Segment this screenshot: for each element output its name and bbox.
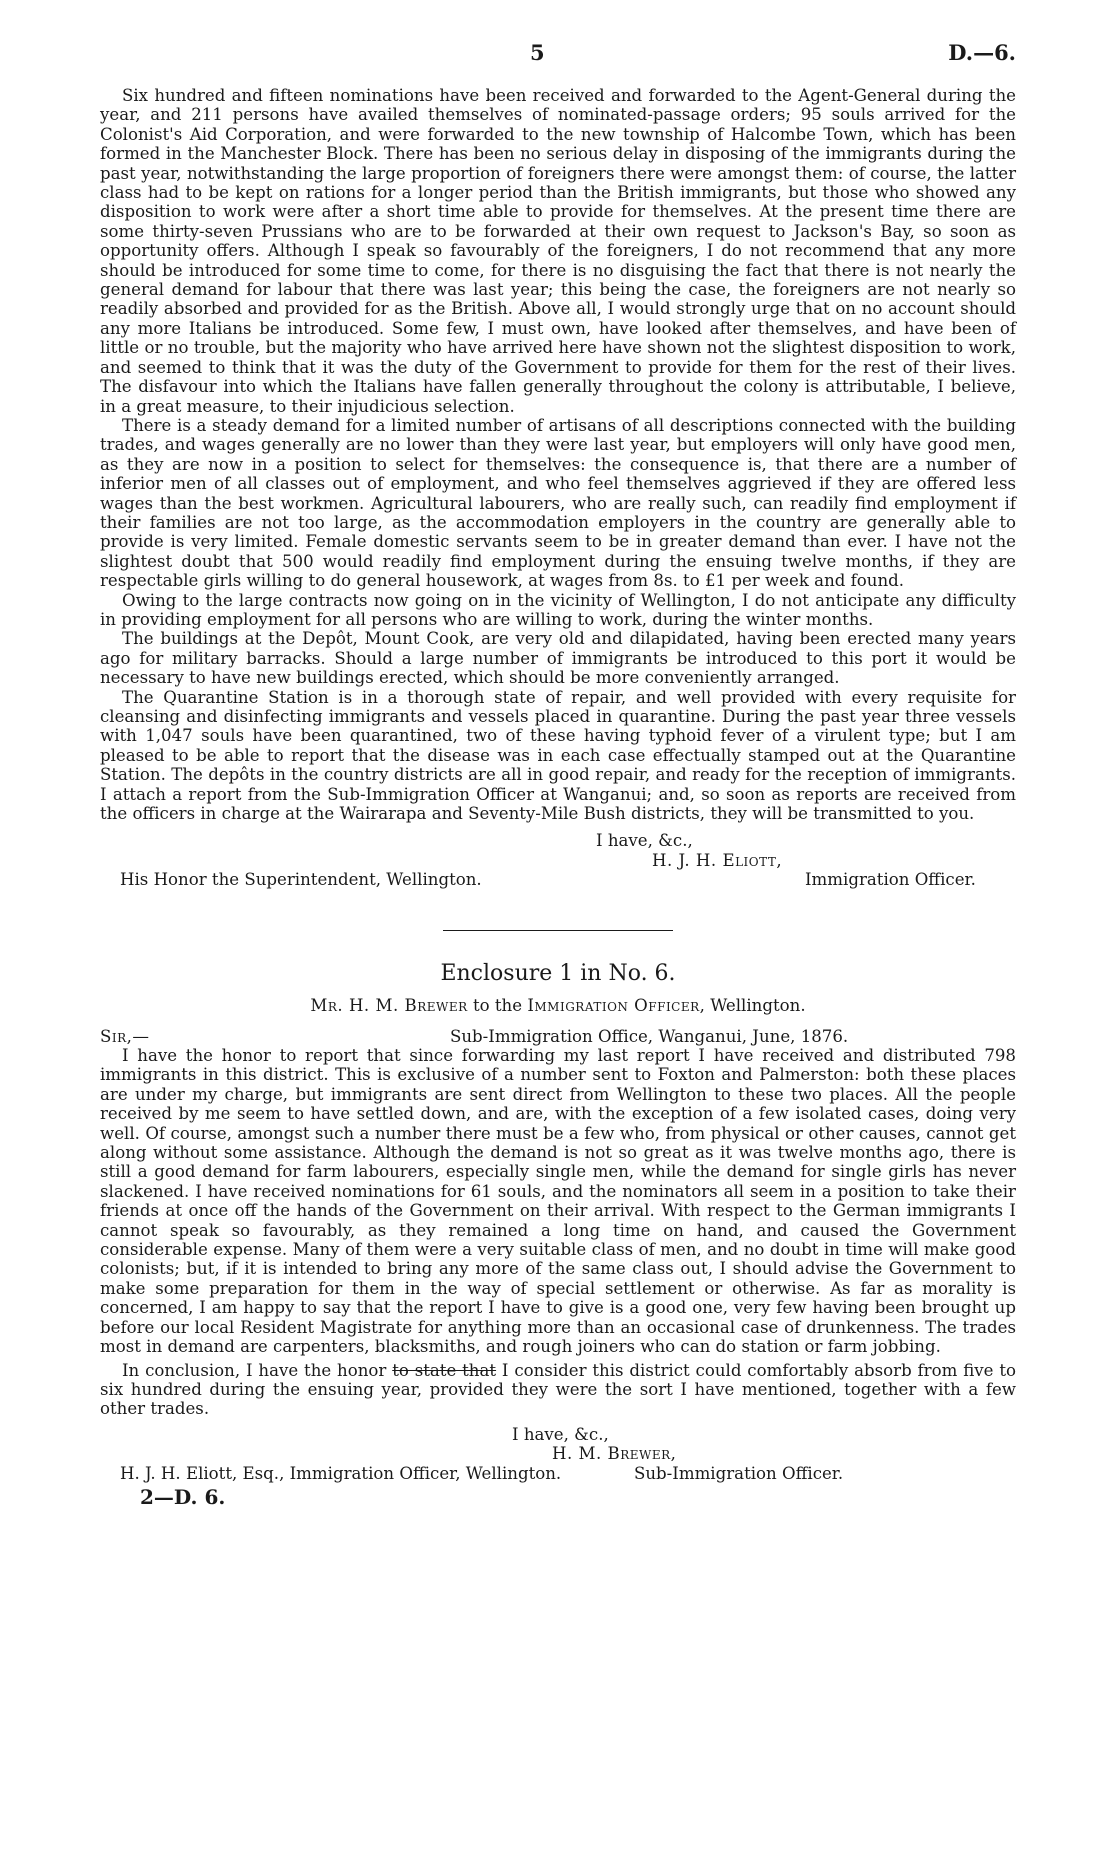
- conclusion-paragraph: [100, 1361, 1016, 1419]
- struck-text: to state that: [392, 1360, 497, 1380]
- paragraph: Six hundred and fifteen nominations have been received and forwarded to the Agent-General during the year, and 211 persons have availed themselves of nominated-passage orders; 95 souls arrived for the Colonist's Aid Corporation, and were forwarded to the new township of Halcombe Town, which has been formed in the Manchester Block. There has been no serious delay in disposing of the immigrants during the past year, notwithstanding the large proportion of foreigners there were amongst them: of course, the latter class had to be kept on rations for a longer period than the British immigrants, but those who showed any disposition to work were after a short time able to provide for themselves. At the present time there are some thirty-seven Prussians who are to be forwarded at their own request to Jackson's Bay, so soon as opportunity offers. Although I speak so favourably of the foreigners, I do not recommend that any more should be introduced for some time to come, for there is no disguising the fact that there is not nearly the general demand for labour that there was last year; this being the case, the foreigners are not nearly so readily absorbed and provided for as the British. Above all, I would strongly urge that on no account should any more Italians be introduced. Some few, I must own, have looked after themselves, and have been of little or no trouble, but the majority who have arrived here have shown not the slightest disposition to work, and seemed to think that it was the duty of the Government to provide for them for the rest of their lives. The disfavour into which the Italians have fallen generally throughout the colony is attributable, I believe, in a great measure, to their injudicious selection.: [100, 86, 1016, 416]
- paragraph: I have the honor to report that since forwarding my last report I have received and distributed 798 immigrants in this district. This is exclusive of a number sent to Foxton and Palmerston: both these places are under my charge, but immigrants are sent direct from Wellington to these two places. All the people received by me seem to have settled down, and are, with the exception of a few isolated cases, doing very well. Of course, amongst such a number there must be a few who, from physical or other causes, cannot get along without some assistance. Although the demand is not so great as it was twelve months ago, there is still a good demand for farm labourers, especially single men, while the demand for single girls has never slackened. I have received nominations for 61 souls, and the nominators all seem in a position to take their friends at once off the hands of the Government on their arrival. With respect to the German immigrants I cannot speak so favourably, as they remained a long time on hand, and caused the Government considerable expense. Many of them were a very suitable class of men, and no doubt in time will make good colonists; but, if it is intended to bring any more of the same class out, I should advise the Government to make some preparation for them in the way of special settlement or otherwise. As far as morality is concerned, I am happy to say that the report I have to give is a good one, very few having been brought up before our local Resident Magistrate for anything more than an occasional case of drunkenness. The trades most in demand are carpenters, blacksmiths, and rough joiners who can do station or farm jobbing.: [100, 1046, 1016, 1357]
- from-name: Mr. H. M. Brewer: [310, 995, 468, 1015]
- conclusion-text: In conclusion, I have the honor: [122, 1360, 387, 1380]
- signer-title: Immigration Officer.: [805, 870, 976, 890]
- paragraph: The Quarantine Station is in a thorough state of repair, and well provided with every requisite for cleansing and disinfecting immigrants and vessels placed in quarantine. During the past year three vessels with 1,047 souls have been quarantined, two of these having typhoid fever of a virulent type; but I am pleased to be able to report that the disease was in each case effectually stamped out at the Quarantine Station. The depôts in the country districts are all in good repair, and ready for the reception of immigrants. I attach a report from the Sub-Immigration Officer at Wanganui; and, so soon as reports are received from the officers in charge at the Wairarapa and Seventy-Mile Bush districts, they will be transmitted to you.: [100, 687, 1016, 824]
- signature-block: [100, 831, 1016, 889]
- addressee: H. J. H. Eliott, Esq., Immigration Officer, Wellington.: [120, 1463, 562, 1483]
- footer-reference: 2—D. 6.: [140, 1484, 226, 1509]
- enclosure-title: Enclosure 1 in No. 6.: [440, 960, 676, 986]
- signature-block: [100, 1425, 1016, 1483]
- signer-name: H. M. Brewer,: [552, 1444, 677, 1464]
- paragraph: There is a steady demand for a limited number of artisans of all descriptions connected with the building trades, and wages generally are no lower than they were last year, but employers will only have good men, as they are now in a position to select for themselves: the consequence is, that there are a number of inferior men of all classes out of employment, and who feel themselves aggrieved if they are offered less wages than the best workmen. Agricultural labourers, who are really such, can readily find employment if their families are not too large, as the accommodation employers in the country are generally able to provide is very limited. Female domestic servants seem to be in greater demand than ever. I have not the slightest doubt that 500 would readily find employment during the ensuing twelve months, if they are respectable girls willing to do general housework, at wages from 8s. to £1 per week and found.: [100, 415, 1016, 591]
- salutation-row: [100, 1027, 1016, 1046]
- page-header: [100, 40, 1016, 86]
- from-connector: to the: [472, 995, 523, 1015]
- paragraph: The buildings at the Depôt, Mount Cook, are very old and dilapidated, having been erected many years ago for military barracks. Should a large number of immigrants be introduced to this port it would be necessary to have new buildings erected, which should be more conveniently arranged.: [100, 629, 1016, 688]
- conclusion-text: I consider this district could comfortably absorb from five to six hundred during the ensuing year, provided they were the sort I have mentioned, together with a few other trades.: [100, 1360, 1016, 1419]
- paragraph: Owing to the large contracts now going on in the vicinity of Wellington, I do not anticipate any difficulty in providing employment for all persons who are willing to work, during the winter months.: [100, 590, 1016, 629]
- place-date: Sub-Immigration Office, Wanganui, June, 1876.: [450, 1026, 849, 1046]
- letter-body: [100, 86, 1016, 823]
- to-place: , Wellington.: [699, 995, 806, 1015]
- closing: I have, &c.,: [596, 831, 693, 851]
- page-number: 5: [530, 40, 545, 65]
- addressee: His Honor the Superintendent, Wellington.: [120, 870, 482, 890]
- section-divider: [443, 930, 673, 931]
- closing: I have, &c.,: [512, 1424, 609, 1444]
- enclosure-subtitle: [100, 996, 1016, 1015]
- salutation: Sir,—: [100, 1026, 150, 1046]
- signer-title: Sub-Immigration Officer.: [634, 1463, 844, 1483]
- to-name: Immigration Officer: [527, 995, 700, 1015]
- document-reference: D.—6.: [948, 40, 1016, 65]
- signer-name: H. J. H. Eliott,: [652, 850, 783, 870]
